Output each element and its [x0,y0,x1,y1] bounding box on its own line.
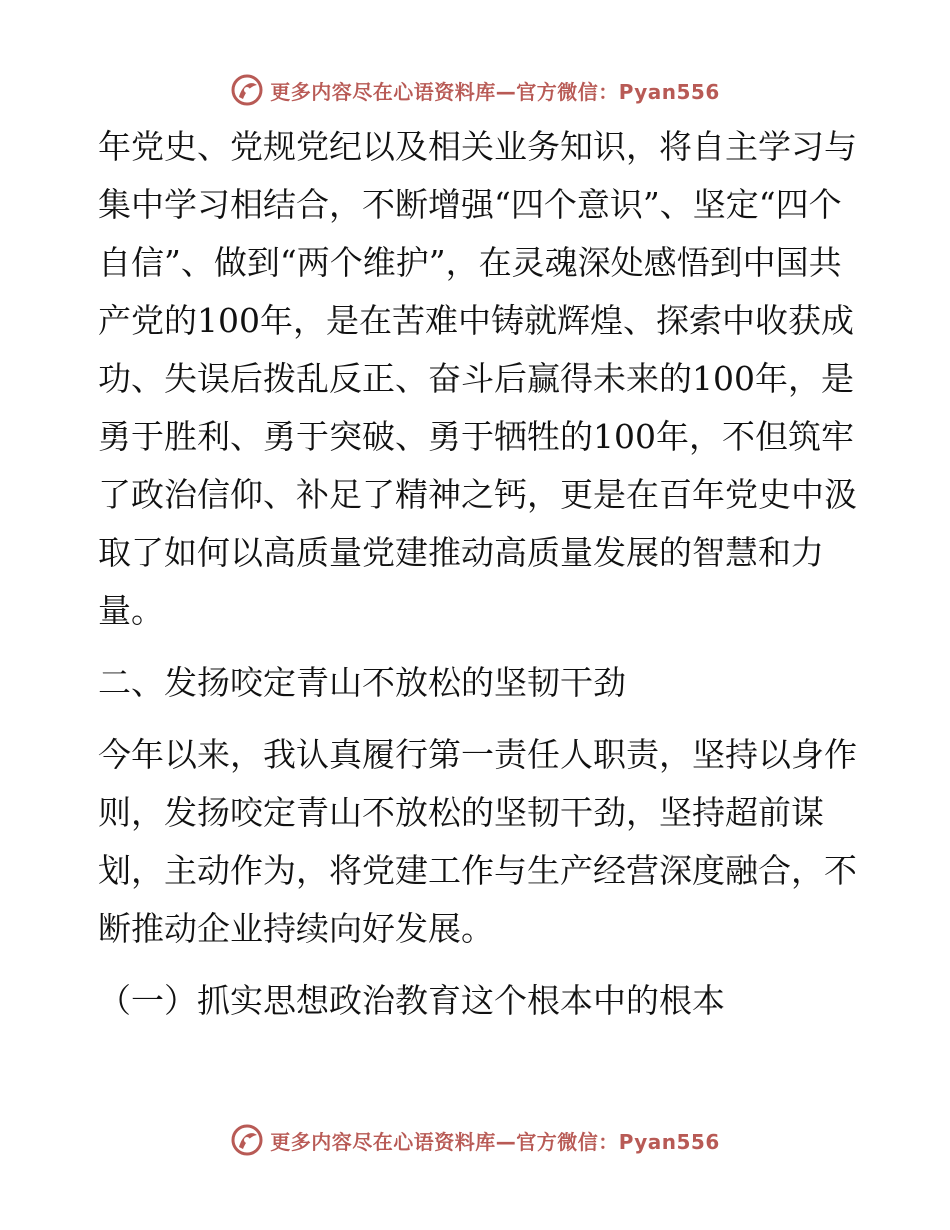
document-body [98,118,858,1030]
watermark-text: 更多内容尽在心语资料库—官方微信：Pyan556 [270,1129,720,1154]
section-heading: 二、发扬咬定青山不放松的坚韧干劲 [98,663,626,702]
paragraph: 今年以来，我认真履行第一责任人职责，坚持以身作则，发扬咬定青山不放松的坚韧干劲，坚持超前谋划，主动作为，将党建工作与生产经营深度融合，不断推动企业持续向好发展。 [98,735,857,948]
subsection-heading: （一）抓实思想政治教育这个根本中的根本 [98,981,725,1020]
watermark-text: 更多内容尽在心语资料库—官方微信：Pyan556 [270,79,720,104]
header-watermark [0,70,950,110]
paragraph: 年党史、党规党纪以及相关业务知识，将自主学习与集中学习相结合，不断增强“四个意识”、坚定“四个自信”、做到“两个维护”，在灵魂深处感悟到中国共产党的100年，是在苦难中铸就辉煌、探索中收获成功、失误后拨乱反正、奋斗后赢得未来的100年，是勇于胜利、勇于突破、勇于牺牲的100年，不但筑牢了政治信仰、补足了精神之钙，更是在百年党史中汲取了如何以高质量党建推动高质量发展的智慧和力量。 [98,127,857,630]
brand-logo-icon [230,73,264,107]
brand-logo-icon [230,1123,264,1157]
footer-watermark [0,1120,950,1160]
